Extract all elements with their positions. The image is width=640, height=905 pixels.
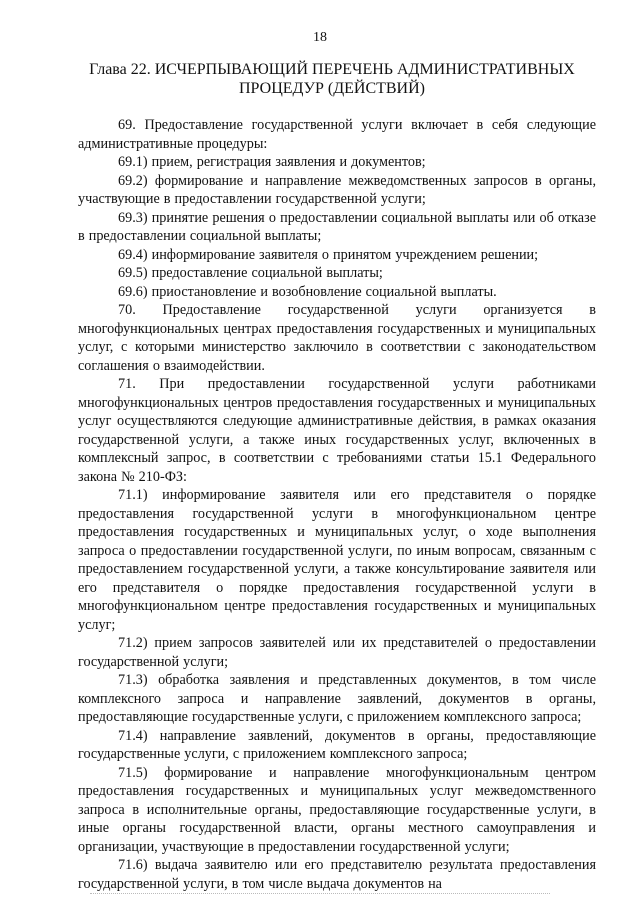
paragraph-69-5: 69.5) предоставление социальной выплаты; xyxy=(118,265,383,281)
paragraph-71-3: 71.3) обработка заявления и представленных документов, в том числе комплексного запроса и направление заявлений, документов в органы, предоставляющие государственные услуги, с приложением комплексного запроса; xyxy=(78,672,596,725)
paragraph-71-5: 71.5) формирование и направление многофункциональным центром предоставления государственных и муниципальных услуг межведомственного запроса в исполнительные органы, предоставляющие государственные услуги, в иные органы государственной власти, органы местного самоуправления и организации, участвующие в предоставлении государственной услуги; xyxy=(78,764,596,855)
paragraph-70: 70. Предоставление государственной услуги организуется в многофункциональных центрах предоставления государственных и муниципальных услуг, с которыми министерство заключило в соответствии с законодательством соглашения о взаимодействии. xyxy=(78,302,596,374)
paragraph-71-4: 71.4) направление заявлений, документов в органы, предоставляющие государственные услуги, с приложением комплексного запроса; xyxy=(78,727,596,762)
document-body xyxy=(78,116,596,893)
chapter-title-line-1: Глава 22. ИСЧЕРПЫВАЮЩИЙ ПЕРЕЧЕНЬ АДМИНИСТРАТИВНЫХ xyxy=(89,61,575,78)
paragraph-71-2: 71.2) прием запросов заявителей или их представителей о предоставлении государственной услуги; xyxy=(78,635,596,670)
paragraph-69: 69. Предоставление государственной услуги включает в себя следующие административные процедуры: xyxy=(78,117,596,152)
chapter-title xyxy=(70,60,594,98)
paragraph-71-6: 71.6) выдача заявителю или его представителю результата предоставления государственной услуги, в том числе выдача документов на xyxy=(78,857,596,892)
paragraph-69-4: 69.4) информирование заявителя о принятом учреждением решении; xyxy=(118,246,539,263)
chapter-title-line-2: ПРОЦЕДУР (ДЕЙСТВИЙ) xyxy=(239,80,425,97)
paragraph-69-6: 69.6) приостановление и возобновление социальной выплаты. xyxy=(118,283,497,300)
paragraph-69-1: 69.1) прием, регистрация заявления и документов; xyxy=(118,154,426,170)
paragraph-71: 71. При предоставлении государственной услуги работниками многофункциональных центров предоставления государственных и муниципальных услуг осуществляются следующие административные действия, в рамках оказания государственной услуги, а также иных государственных услуг, включенных в комплексный запрос, в соответствии с требованиями статьи 15.1 Федерального закона № 210-ФЗ: xyxy=(78,376,596,485)
paragraph-71-1: 71.1) информирование заявителя или его представителя о порядке предоставления государственной услуги в многофункциональном центре предоставления государственных и муниципальных услуг, о ходе выполнения запроса о предоставлении государственной услуги, по иным вопросам, связанным с предоставлением государственной услуги, а также консультирование заявителя или его представителя о порядке предоставления государственной услуги в многофункциональном центре предоставления государственных и муниципальных услуг; xyxy=(78,487,596,633)
paragraph-69-2: 69.2) формирование и направление межведомственных запросов в органы, участвующие в предоставлении государственной услуги; xyxy=(78,172,596,207)
paragraph-69-3: 69.3) принятие решения о предоставлении социальной выплаты или об отказе в предоставлении социальной выплаты; xyxy=(78,209,596,244)
scan-edge-line xyxy=(90,893,550,894)
page-number: 18 xyxy=(313,30,327,45)
